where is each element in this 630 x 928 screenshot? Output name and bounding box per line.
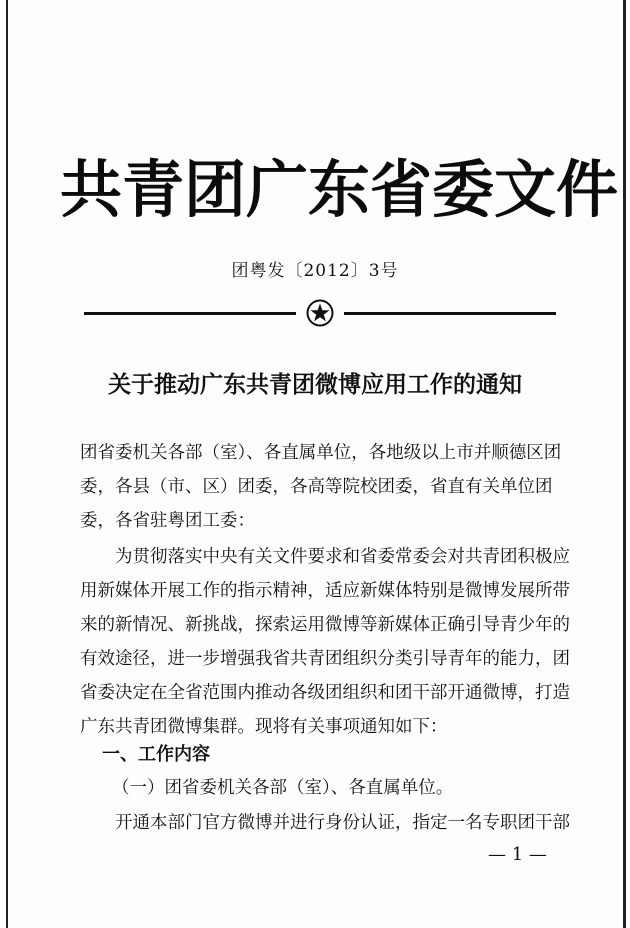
addressee-line: 委，各县（市、区）团委，各高等院校团委，省直有关单位团 [80,477,553,497]
body-line: 为贯彻落实中央有关文件要求和省委常委会对共青团积极应 [80,547,570,567]
document-header-title: 共青团广东省委文件 [60,153,619,226]
body-line: 广东共青团微博集群。现将有关事项通知如下： [80,717,448,737]
body-line: 开通本部门官方微博并进行身份认证，指定一名专职团干部 [80,813,570,833]
addressee-line: 团省委机关各部（室）、各直属单位，各地级以上市并顺德区团 [80,443,562,463]
divider-line-left [84,312,296,315]
scan-edge-right [623,0,626,928]
page-number: — 1 — [488,844,547,865]
body-line: 省委决定在全省范围内推动各级团组织和团干部开通微博，打造 [80,683,570,703]
star-emblem-icon [306,299,334,327]
body-line: 用新媒体开展工作的指示精神，适应新媒体特别是微博发展所带 [80,581,570,601]
body-line: 来的新情况、新挑战，探索运用微博等新媒体正确引导青少年的 [80,615,570,635]
header-divider [84,298,556,328]
body-line: 有效途径，进一步增强我省共青团组织分类引导青年的能力，团 [80,649,570,669]
scan-edge-left [6,0,8,928]
notice-subject: 关于推动广东共青团微博应用工作的通知 [108,371,522,398]
subsection-heading: （一）团省委机关各部（室）、各直属单位。 [112,778,454,798]
addressee-line: 委，各省驻粤团工委： [80,511,255,531]
divider-line-right [344,312,556,315]
section-heading: 一、工作内容 [102,744,210,765]
document-number: 团粤发〔2012〕3号 [231,261,399,281]
